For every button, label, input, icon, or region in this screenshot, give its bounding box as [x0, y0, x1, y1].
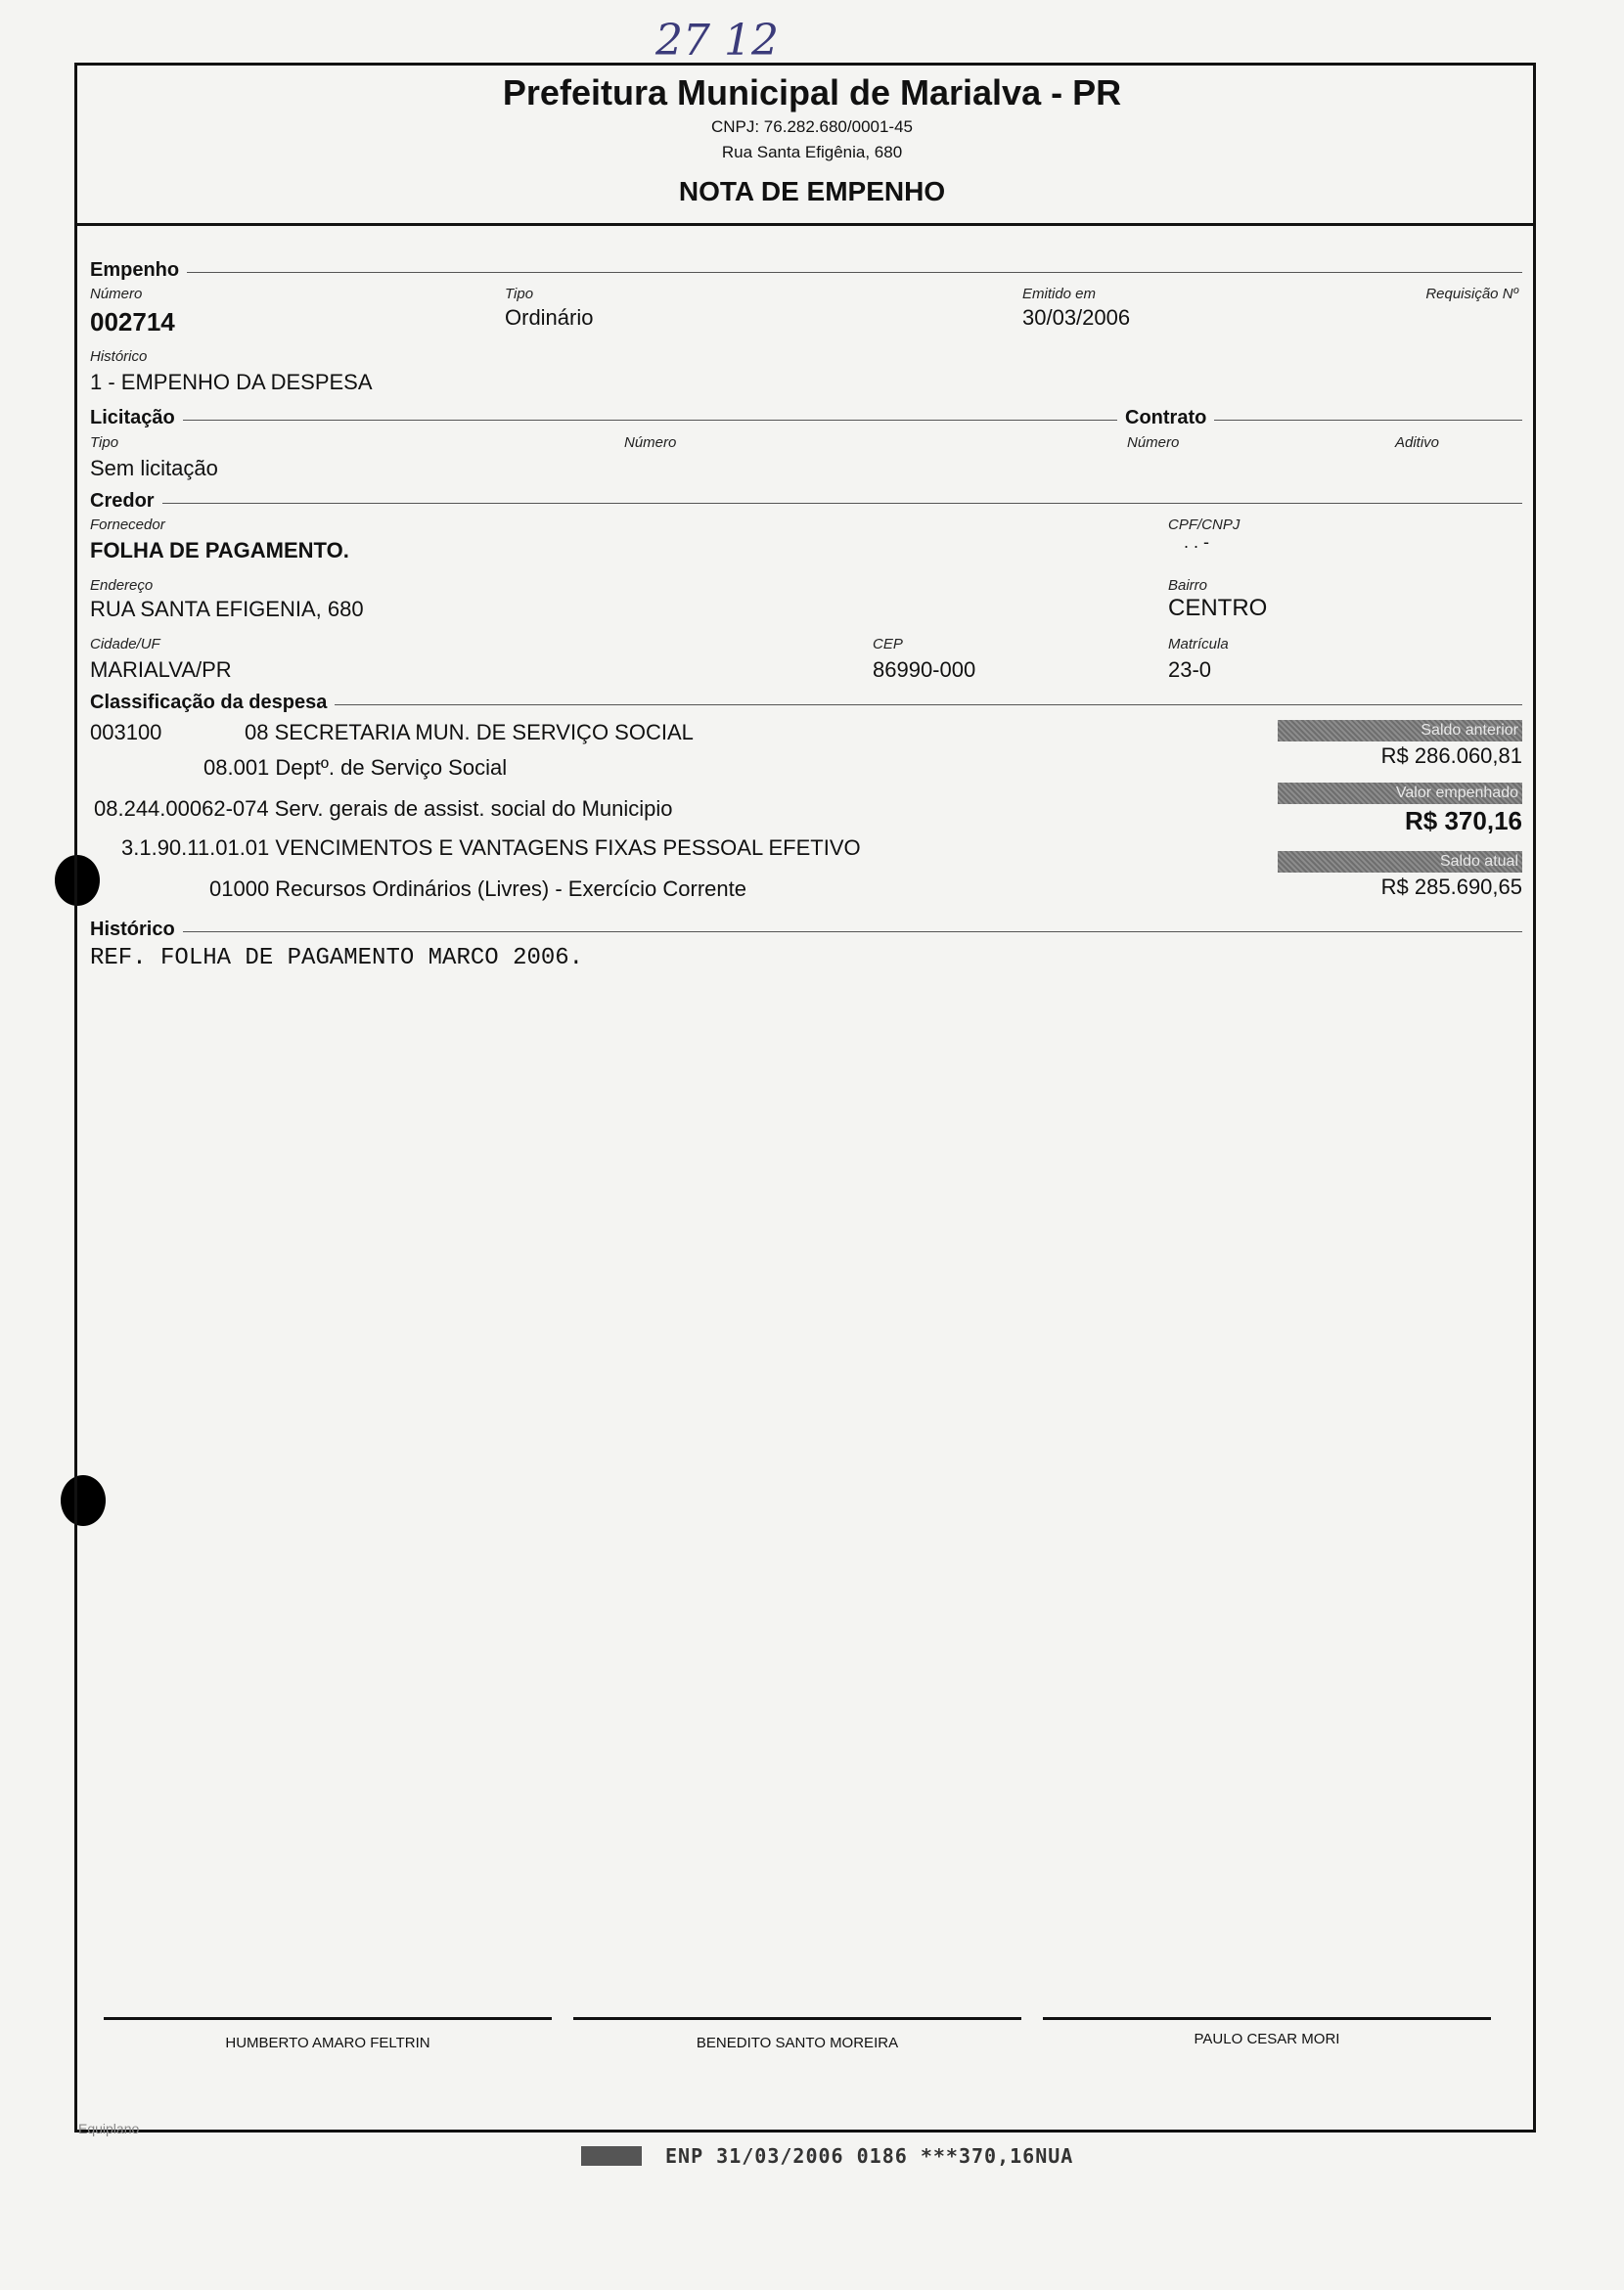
empenho-historico: 1 - EMPENHO DA DESPESA: [90, 370, 373, 394]
credor-fornecedor-label: Fornecedor: [90, 516, 165, 533]
credor-cep-label: CEP: [873, 636, 903, 652]
authentication-stamp: ENP 31/03/2006 0186 ***370,16NUA: [665, 2144, 1074, 2168]
org-name: Prefeitura Municipal de Marialva - PR: [502, 72, 1122, 112]
saldo-anterior-label: Saldo anterior: [1278, 720, 1522, 741]
classificacao-section-title: Classificação da despesa: [90, 692, 335, 714]
historico-section-title: Histórico: [90, 919, 183, 941]
historico-text: REF. FOLHA DE PAGAMENTO MARCO 2006.: [90, 945, 584, 971]
signature-line-2: [573, 2017, 1021, 2020]
signature-name-3: PAULO CESAR MORI: [1194, 2031, 1340, 2047]
credor-cep: 86990-000: [873, 657, 976, 682]
signature-line-1: [104, 2017, 552, 2020]
credor-matricula: 23-0: [1168, 657, 1212, 682]
contrato-section-title: Contrato: [1117, 407, 1214, 429]
credor-cpf: . . -: [1184, 532, 1209, 552]
classificacao-line5: 01000 Recursos Ordinários (Livres) - Exercício Corrente: [209, 876, 746, 901]
cnpj-line: CNPJ: 76.282.680/0001-45: [710, 117, 914, 136]
credor-rule: [90, 503, 1522, 504]
classificacao-line1: 08 SECRETARIA MUN. DE SERVIÇO SOCIAL: [245, 720, 694, 744]
credor-cpf-label: CPF/CNPJ: [1168, 516, 1241, 533]
empenho-numero-label: Número: [90, 286, 143, 302]
handwritten-page-number: 27 12: [655, 16, 779, 66]
credor-endereco-label: Endereço: [90, 577, 154, 594]
credor-endereco: RUA SANTA EFIGENIA, 680: [90, 597, 364, 621]
historico-rule: [90, 931, 1522, 932]
credor-bairro-label: Bairro: [1168, 577, 1208, 594]
credor-cidade: MARIALVA/PR: [90, 657, 232, 682]
credor-section-title: Credor: [90, 490, 162, 513]
classificacao-line3: 08.244.00062-074 Serv. gerais de assist. social do Municipio: [94, 796, 673, 821]
classificacao-line4: 3.1.90.11.01.01 VENCIMENTOS E VANTAGENS FIXAS PESSOAL EFETIVO: [121, 835, 861, 860]
credor-fornecedor: FOLHA DE PAGAMENTO.: [90, 538, 349, 562]
credor-cidade-label: Cidade/UF: [90, 636, 160, 652]
bank-logo-icon: [581, 2146, 642, 2166]
empenho-historico-label: Histórico: [90, 348, 148, 365]
empenho-rule: [90, 272, 1522, 273]
licitacao-section-title: Licitação: [90, 407, 183, 429]
doc-title: NOTA DE EMPENHO: [678, 176, 946, 206]
contrato-numero-label: Número: [1127, 434, 1180, 451]
empenho-numero: 002714: [90, 307, 175, 337]
licitacao-rule: [90, 420, 1522, 421]
signature-line-3: [1043, 2017, 1491, 2020]
saldo-atual: R$ 285.690,65: [1380, 875, 1522, 899]
saldo-atual-label: Saldo atual: [1278, 851, 1522, 873]
empenho-tipo: Ordinário: [505, 305, 594, 330]
signature-name-1: HUMBERTO AMARO FELTRIN: [225, 2035, 430, 2051]
empenho-section-title: Empenho: [90, 259, 187, 282]
licitacao-tipo-label: Tipo: [90, 434, 119, 451]
empenho-emitido: 30/03/2006: [1022, 305, 1131, 330]
empenho-requisicao-label: Requisição Nº: [1425, 286, 1518, 302]
licitacao-tipo: Sem licitação: [90, 456, 218, 480]
credor-matricula-label: Matrícula: [1168, 636, 1229, 652]
empenho-emitido-label: Emitido em: [1022, 286, 1097, 302]
licitacao-numero-label: Número: [624, 434, 677, 451]
saldo-anterior: R$ 286.060,81: [1380, 743, 1522, 768]
address-line: Rua Santa Efigênia, 680: [721, 143, 903, 161]
header-divider: [74, 223, 1536, 226]
valor-empenhado: R$ 370,16: [1405, 806, 1522, 835]
valor-empenhado-label: Valor empenhado: [1278, 783, 1522, 804]
credor-bairro: CENTRO: [1168, 595, 1268, 621]
classificacao-line2: 08.001 Deptº. de Serviço Social: [203, 755, 508, 780]
empenho-tipo-label: Tipo: [505, 286, 534, 302]
signature-name-2: BENEDITO SANTO MOREIRA: [696, 2035, 899, 2051]
software-credit: Equiplano: [78, 2121, 140, 2136]
classificacao-code: 003100: [90, 720, 162, 744]
contrato-aditivo-label: Aditivo: [1395, 434, 1440, 451]
